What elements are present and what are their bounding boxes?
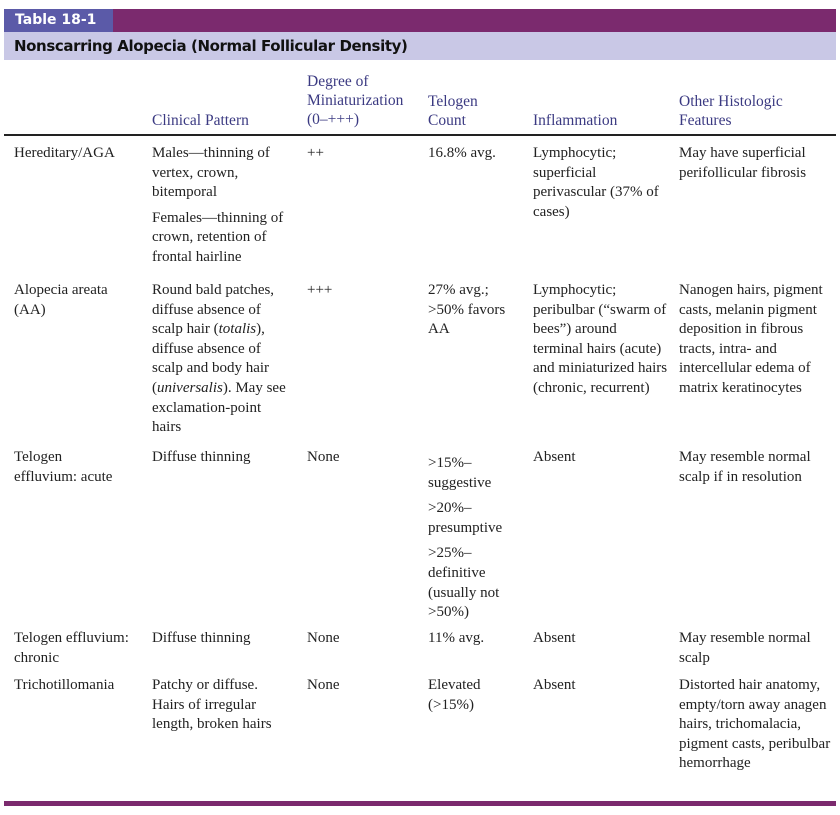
clinical-text: ). May see exclamation-point hairs [152, 379, 286, 436]
bottom-rule [4, 801, 836, 806]
telogen-paragraph: >25%–definitive (usually not >50%) [428, 545, 500, 621]
table-title: Nonscarring Alopecia (Normal Follicular Density) [14, 37, 408, 55]
clinical-text: ), diffuse absence of scalp and body hair ( [152, 321, 270, 396]
cell-other: May resemble normal scalp [679, 630, 811, 666]
table-label: Table 18-1 [4, 9, 113, 32]
header-line: Count [428, 112, 466, 129]
cell-condition: Alopecia areata (AA) [14, 282, 108, 318]
cell-other: Nanogen hairs, pigment casts, melanin pigment deposition in fibrous tracts, intra- and intercellular edema of matrix keratinocytes [679, 282, 823, 396]
table-title-bar [4, 32, 836, 60]
clinical-italic: totalis [218, 321, 257, 338]
cell-inflammation: Absent [533, 630, 576, 646]
cell-inflammation: Absent [533, 449, 576, 465]
cell-clinical [152, 144, 292, 268]
cell-inflammation: Absent [533, 677, 576, 693]
cell-clinical [152, 281, 292, 438]
header-line: Features [679, 112, 732, 129]
clinical-paragraph: Males—thinning of vertex, crown, bitemporal [152, 145, 270, 201]
header-miniaturization [307, 72, 417, 129]
table-label-bar [4, 9, 836, 32]
cell-inflammation: Lymphocytic; peribulbar (“swarm of bees”) around terminal hairs (acute) and miniaturized hairs (chronic, recurrent) [533, 282, 668, 396]
header-telogen-count [428, 92, 524, 130]
header-line: Degree of [307, 73, 369, 90]
cell-miniaturization: None [307, 677, 340, 693]
cell-telogen: 11% avg. [428, 630, 485, 646]
cell-telogen: 16.8% avg. [428, 145, 496, 161]
header-line: Miniaturization [307, 92, 404, 109]
header-line: Other Histologic [679, 93, 783, 110]
cell-condition: Trichotillomania [14, 677, 115, 693]
telogen-paragraph: >15%–suggestive [428, 455, 492, 491]
cell-other: May resemble normal scalp if in resolution [679, 449, 811, 485]
header-inflammation: Inflammation [533, 112, 618, 129]
cell-condition: Telogen effluvium: acute [14, 449, 113, 485]
header-rule [4, 134, 836, 136]
cell-miniaturization: None [307, 630, 340, 646]
cell-clinical: Diffuse thinning [152, 630, 251, 646]
clinical-italic: universalis [157, 379, 223, 396]
telogen-paragraph: >20%–presumptive [428, 500, 503, 536]
cell-miniaturization: None [307, 449, 340, 465]
cell-telogen: 27% avg.; >50% favors AA [428, 282, 506, 338]
cell-clinical: Patchy or diffuse. Hairs of irregular length, broken hairs [152, 677, 272, 733]
header-clinical-pattern: Clinical Pattern [152, 112, 249, 129]
cell-telogen: Elevated (>15%) [428, 677, 481, 713]
cell-condition: Telogen effluvium: chronic [14, 630, 129, 666]
clinical-paragraph: Females—thinning of crown, retention of frontal hairline [152, 209, 284, 265]
header-line: Telogen [428, 93, 478, 110]
cell-telogen [428, 454, 524, 623]
header-line: (0–+++) [307, 111, 360, 128]
cell-condition: Hereditary/AGA [14, 145, 115, 161]
clinical-text: Round bald patches, diffuse absence of scalp hair ( [152, 282, 275, 338]
cell-miniaturization: ++ [307, 145, 324, 161]
cell-inflammation: Lymphocytic; superficial perivascular (37% of cases) [533, 145, 659, 220]
cell-other: May have superficial perifollicular fibrosis [679, 145, 807, 181]
header-other-features [679, 92, 834, 130]
cell-other: Distorted hair anatomy, empty/torn away anagen hairs, trichomalacia, pigment casts, peribulbar hemorrhage [679, 677, 831, 772]
cell-clinical: Diffuse thinning [152, 449, 251, 465]
cell-miniaturization: +++ [307, 282, 333, 298]
